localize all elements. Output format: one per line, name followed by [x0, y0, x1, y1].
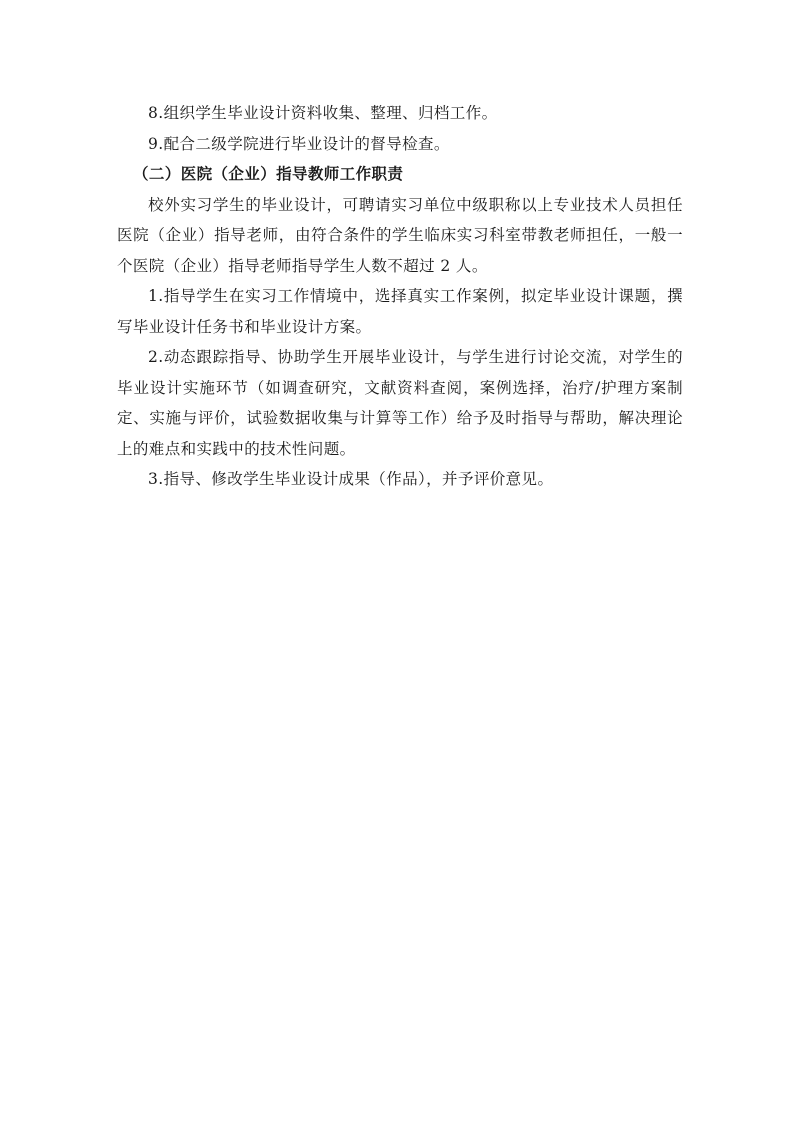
list-item-9: 9.配合二级学院进行毕业设计的督导检查。 [148, 134, 450, 153]
duty-item-2: 2.动态跟踪指导、协助学生开展毕业设计，与学生进行讨论交流，对学生的毕业设计实施环节（如调查研究，文献资料查阅，案例选择，治疗/护理方案制定、实施与评价，试验数据收集与计算等工作）给予及时指导与帮助，解决理论上的难点和实践中的技术性问题。 [117, 348, 683, 458]
document-body [117, 98, 683, 495]
list-item-8: 8.组织学生毕业设计资料收集、整理、归档工作。 [148, 104, 498, 122]
duty-item-3: 3.指导、修改学生毕业设计成果（作品），并予评价意见。 [148, 470, 554, 488]
section-heading: （二）医院（企业）指导教师工作职责 [133, 165, 404, 183]
duty-item-1: 1.指导学生在实习工作情境中，选择真实工作案例，拟定毕业设计课题，撰写毕业设计任务书和毕业设计方案。 [117, 287, 683, 336]
intro-paragraph: 校外实习学生的毕业设计，可聘请实习单位中级职称以上专业技术人员担任医院（企业）指导老师，由符合条件的学生临床实习科室带教老师担任，一般一个医院（企业）指导老师指导学生人数不超过 2 人。 [117, 195, 683, 275]
